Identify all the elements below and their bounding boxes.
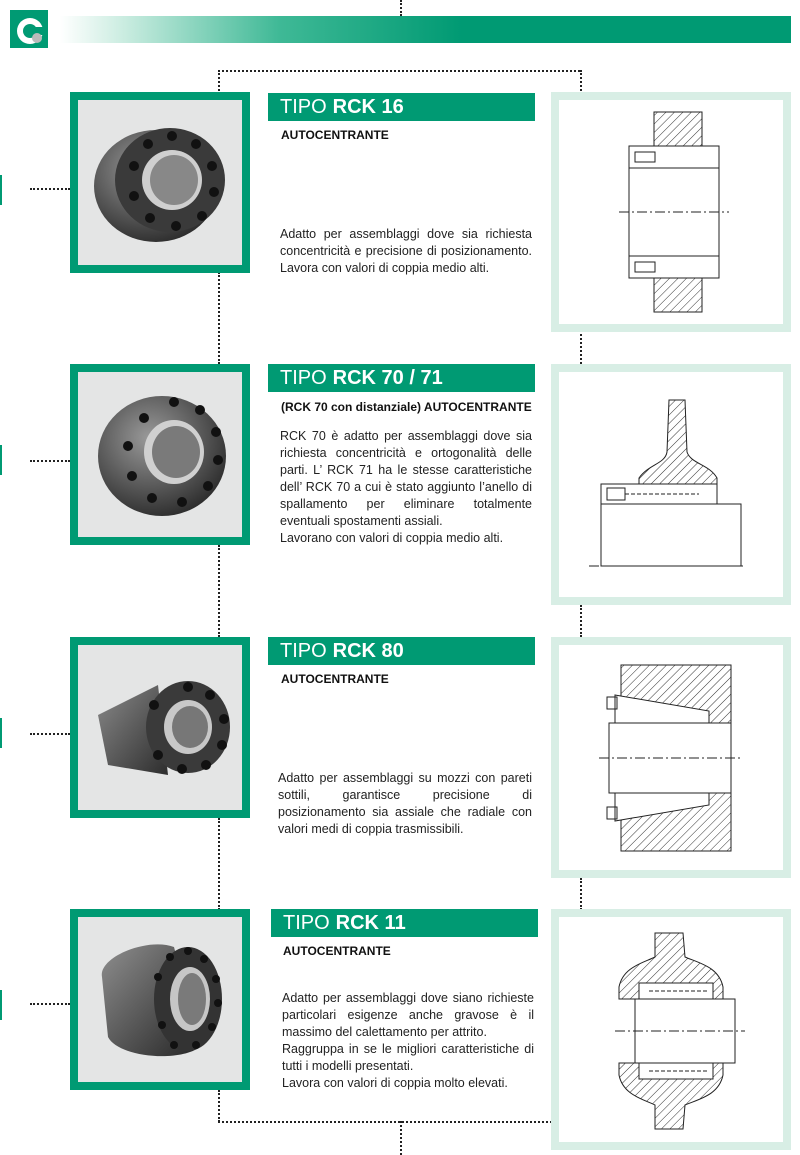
connector-line [400, 0, 402, 16]
connector-line [218, 545, 220, 637]
connector-line [218, 1090, 220, 1122]
tipo-label: TIPO [280, 96, 327, 118]
product-subtitle: (RCK 70 con distanziale) AUTOCENTRANTE [281, 400, 532, 414]
description-paragraph: Adatto per assemblaggi dove sia richiesta concentricità e precisione di posizionamento. Lavora con valori di coppia medio alti. [280, 227, 532, 275]
product-description [282, 990, 534, 1092]
connector-line [580, 605, 582, 637]
connector-line [30, 1003, 70, 1005]
connector-line [218, 818, 220, 910]
product-title-bar [268, 637, 535, 665]
product-photo-rck80 [70, 637, 250, 818]
side-marker [0, 445, 2, 475]
product-title-bar [268, 93, 535, 121]
product-photo-rck70-71 [70, 364, 250, 545]
side-marker [0, 718, 2, 748]
technical-drawing-rck70-71 [551, 364, 791, 605]
connector-line [30, 188, 70, 190]
product-code: RCK 70 / 71 [332, 367, 443, 389]
header-bar [60, 16, 791, 43]
connector-line [218, 1121, 580, 1123]
product-code: RCK 16 [332, 96, 404, 118]
connector-line [218, 70, 580, 72]
connector-line [30, 460, 70, 462]
product-description [280, 226, 532, 277]
product-subtitle: AUTOCENTRANTE [283, 944, 391, 958]
description-paragraph: Lavora con valori di coppia molto elevati. [282, 1076, 508, 1090]
product-photo-rck16 [70, 92, 250, 273]
connector-line [218, 70, 220, 94]
tipo-label: TIPO [283, 912, 330, 934]
technical-drawing-rck11 [551, 909, 791, 1150]
side-marker [0, 175, 2, 205]
description-paragraph: Lavorano con valori di coppia medio alti. [280, 531, 504, 545]
product-title-bar [268, 364, 535, 392]
description-paragraph: RCK 70 è adatto per assemblaggi dove sia richiesta concentricità e ortogonalità delle parti. L’ RCK 71 ha le stesse caratteristiche dell’ RCK 70 a cui è stato aggiunto l’anello di spallamento per eliminare totalmente eventuali spostamenti assiali. [280, 429, 532, 528]
product-subtitle: AUTOCENTRANTE [281, 672, 389, 686]
description-paragraph: Adatto per assemblaggi su mozzi con pareti sottili, garantisce precisione di posizionamento sia assiale che radiale con valori medi di coppia trasmissibili. [278, 771, 532, 836]
product-subtitle: AUTOCENTRANTE [281, 128, 389, 142]
description-paragraph: Raggruppa in se le migliori caratteristiche di tutti i modelli presentati. [282, 1042, 534, 1073]
product-description [280, 428, 532, 547]
connector-line [580, 330, 582, 364]
connector-line [580, 70, 582, 94]
product-code: RCK 80 [332, 640, 404, 662]
connector-line [218, 272, 220, 364]
description-paragraph: Adatto per assemblaggi dove siano richieste particolari esigenze anche gravose è il massimo del calettamento per attrito. [282, 991, 534, 1039]
technical-drawing-rck80 [551, 637, 791, 878]
company-logo-icon [10, 10, 48, 48]
connector-line [30, 733, 70, 735]
product-description [278, 770, 532, 838]
product-code: RCK 11 [335, 912, 406, 934]
side-marker [0, 990, 2, 1020]
tipo-label: TIPO [280, 640, 327, 662]
connector-line [400, 1121, 402, 1155]
product-photo-rck11 [70, 909, 250, 1090]
technical-drawing-rck16 [551, 92, 791, 332]
connector-line [580, 878, 582, 910]
product-title-bar [271, 909, 538, 937]
tipo-label: TIPO [280, 367, 327, 389]
